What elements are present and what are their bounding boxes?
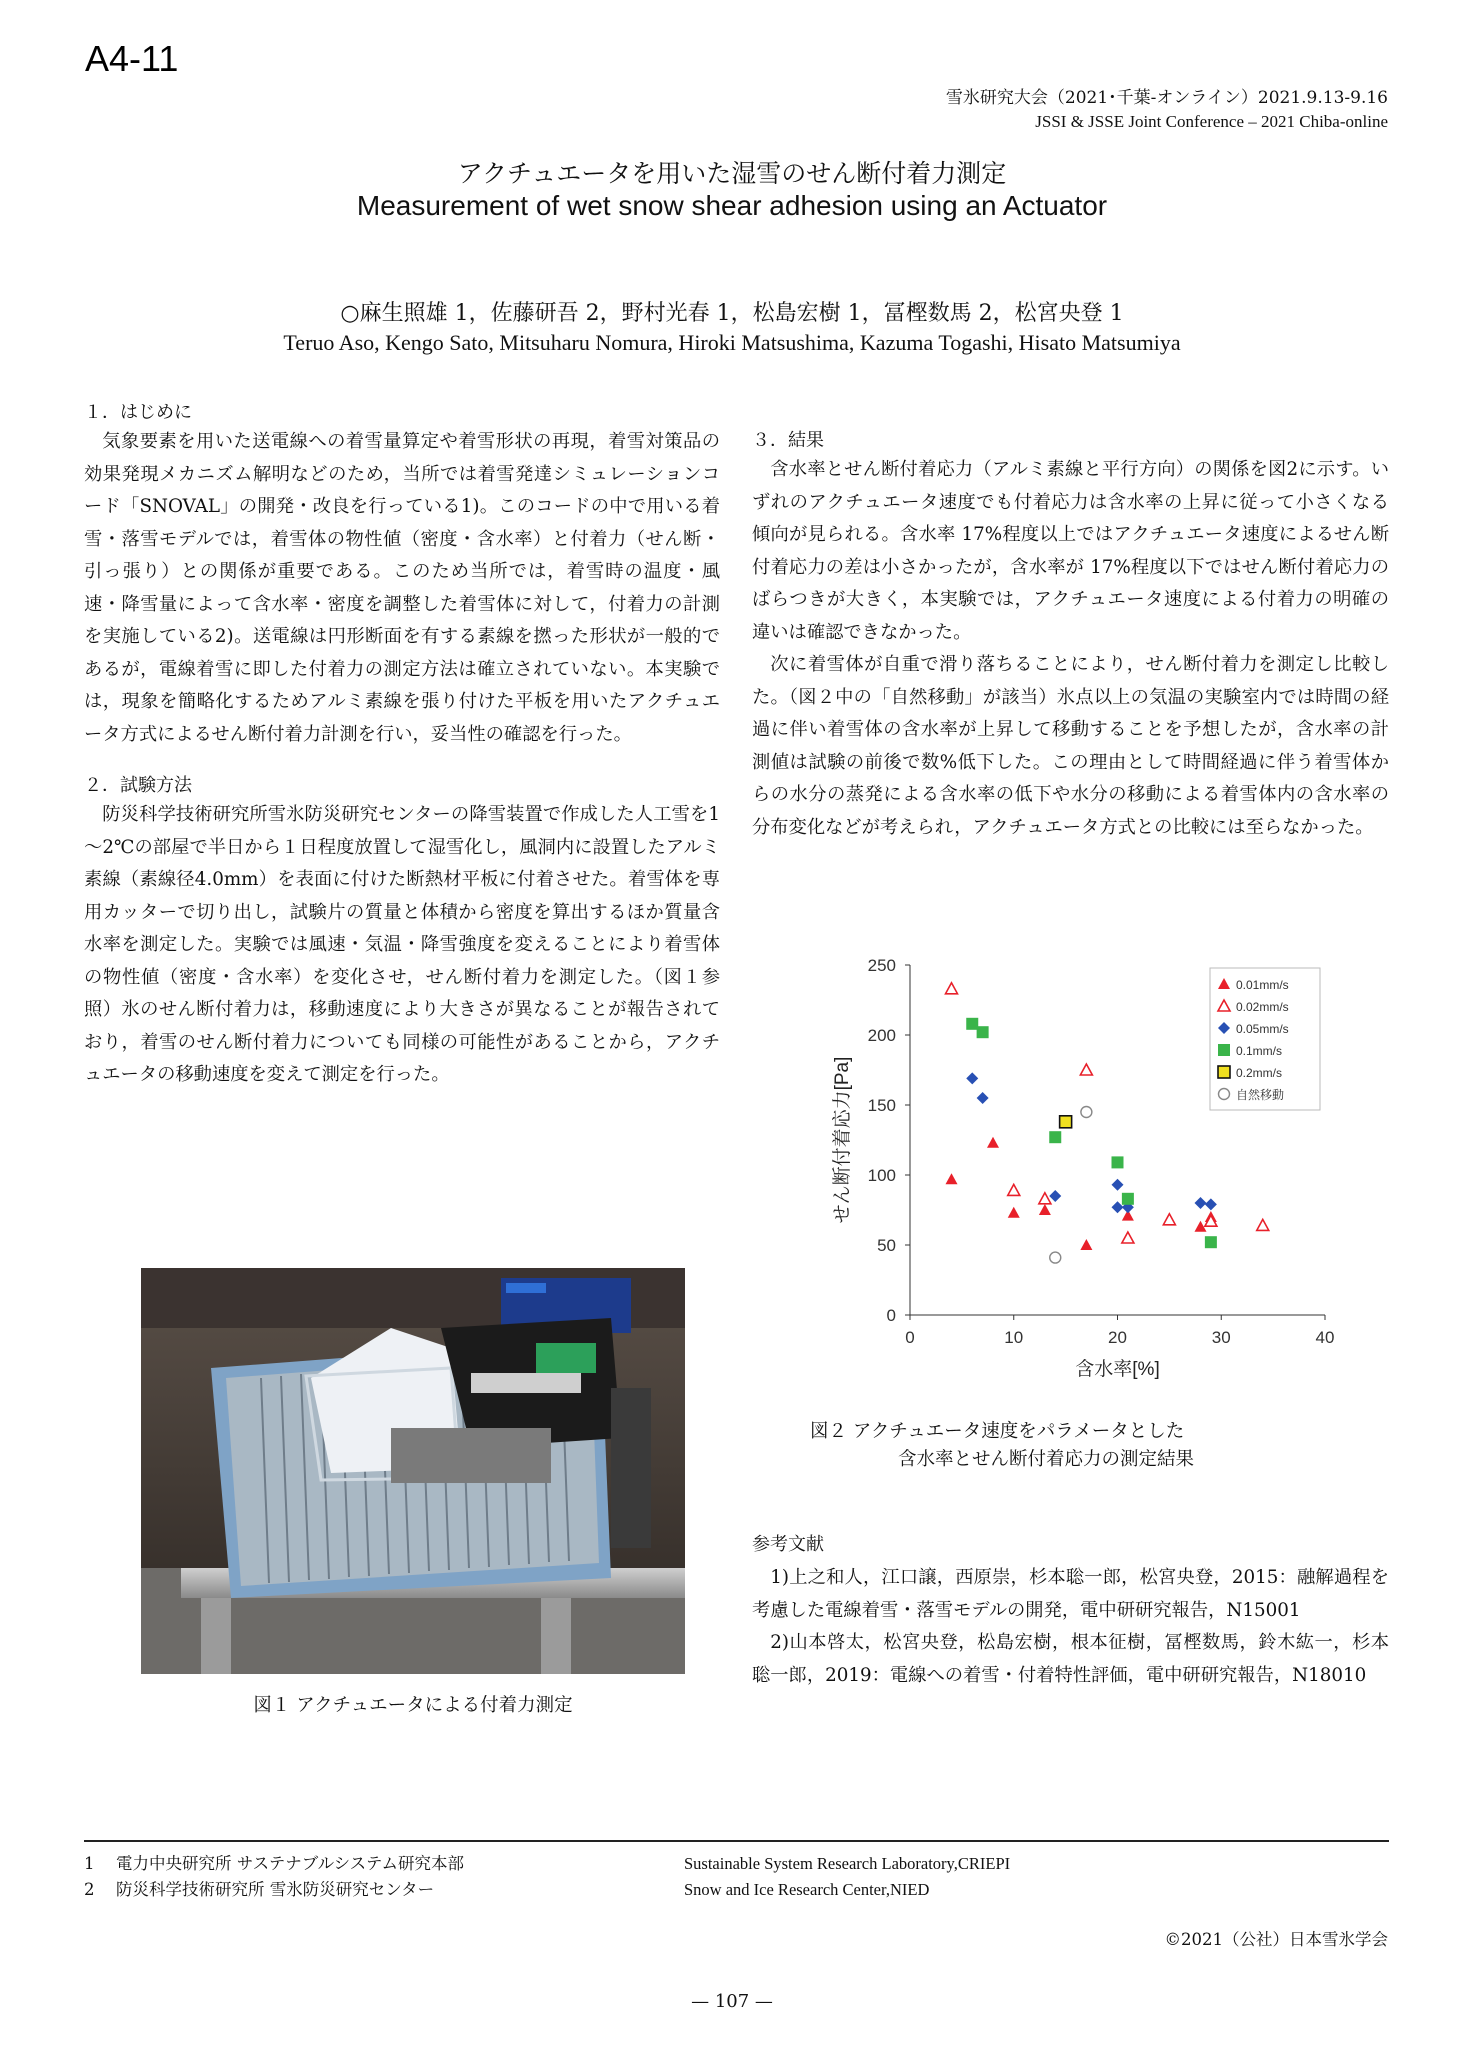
legend-marker <box>1218 1066 1230 1078</box>
results-text-1: 含水率とせん断付着応力（アルミ素線と平行方向）の関係を図2に示す。いずれのアクチュエータ速度でも付着応力は含水率の上昇に従って小さくなる傾向が見られる。含水率 17%程度以上ではアクチュエータ速度によるせん断付着応力の差は小さかったが，含水率が 17%程度以下ではせん断付着応力のばらつきが大きく，本実験では，アクチュエータ速度による付着力の明確の違いは確認できなかった。 <box>752 459 1389 643</box>
data-point <box>946 1173 958 1184</box>
x-tick-label: 20 <box>1108 1328 1127 1347</box>
page-number: — 107 — <box>691 1991 773 2012</box>
scatter-chart <box>810 950 1350 1390</box>
footnote-2-num: 2 <box>84 1880 95 1899</box>
data-point <box>1112 1201 1124 1213</box>
footnote-1-num: 1 <box>84 1854 95 1873</box>
legend-label: 自然移動 <box>1236 1088 1285 1102</box>
y-tick-label: 50 <box>877 1236 896 1255</box>
reference-2: 2)山本啓太，松宮央登，松島宏樹，根本征樹，冨樫数馬，鈴木紘一，杉本聡一郎，2019：電線への着雪・付着特性評価，電中研研究報告，N18010 <box>752 1632 1389 1686</box>
footnote-2-en: Snow and Ice Research Center,NIED <box>684 1880 930 1899</box>
legend-label: 0.2mm/s <box>1236 1066 1283 1080</box>
data-point <box>1008 1207 1020 1218</box>
data-point <box>1205 1236 1217 1248</box>
figure1-caption: 図１ アクチュエータによる付着力測定 <box>253 1695 573 1716</box>
y-tick-label: 100 <box>867 1166 896 1185</box>
intro-text: 気象要素を用いた送電線への着雪量算定や着雪形状の再現，着雪対策品の効果発現メカニズム解明などのため，当所では着雪発達シミュレーションコード「SNOVAL」の開発・改良を行っている1)。このコードの中で用いる着雪・落雪モデルでは，着雪体の物性値（密度・含水率）と付着力（せん断・引っ張り）との関係が重要である。このため当所では，着雪時の温度・風速・降雪量によって含水率・密度を調整した着雪体に対して，付着力の計測を実施している2)。送電線は円形断面を有する素線を撚った形状が一般的であるが，電線着雪に即した付着力の測定方法は確立されていない。本実験では，現象を簡略化するためアルミ素線を張り付けた平板を用いたアクチュエータ方式によるせん断付着力計測を行い，妥当性の確認を行った。 <box>84 431 720 745</box>
method-text: 防災科学技術研究所雪氷防災研究センターの降雪装置で作成した人工雪を1～2℃の部屋で半日から１日程度放置して湿雪化し，風洞内に設置したアルミ素線（素線径4.0mm）を表面に付けた断熱材平板に付着させた。着雪体を専用カッターで切り出し，試験片の質量と体積から密度を算出するほか質量含水率を測定した。実験では風速・気温・降雪強度を変えることにより着雪体の物性値（密度・含水率）を変化させ，せん断付着力を測定した。（図１参照）氷のせん断付着力は，移動速度により大きさが異なることが報告されており，着雪のせん断付着力についても同様の可能性があることから，アクチュエータの移動速度を変えて測定を行った。 <box>84 804 720 1085</box>
conference-ja: 雪氷研究大会（2021･千葉-オンライン）2021.9.13-9.16 <box>945 88 1388 108</box>
footnote-1-ja: 電力中央研究所 サステナブルシステム研究本部 <box>116 1854 465 1873</box>
legend-label: 0.1mm/s <box>1236 1044 1283 1058</box>
x-tick-label: 0 <box>905 1328 915 1347</box>
figure2-caption-line2: 含水率とせん断付着応力の測定結果 <box>898 1449 1195 1470</box>
results-text-2: 次に着雪体が自重で滑り落ちることにより，せん断付着力を測定し比較した。（図２中の「自然移動」が該当）氷点以上の気温の実験室内では時間の経過に伴い着雪体の含水率が上昇して移動することを予想したが，含水率の計測値は試験の前後で数%低下した。この理由として時間経過に伴う着雪体からの水分の蒸発による含水率の低下や水分の移動による着雪体内の含水率の分布変化などが考えられ，アクチュエータ方式との比較には至らなかった。 <box>752 654 1389 838</box>
y-tick-label: 250 <box>867 956 896 975</box>
right-column <box>752 428 1389 844</box>
figure2-caption-line1: 図２ アクチュエータ速度をパラメータとした <box>810 1421 1185 1442</box>
actuator-photo-drawing <box>141 1268 685 1674</box>
intro-heading: １．はじめに <box>84 402 192 423</box>
data-point <box>1080 1064 1092 1075</box>
data-point <box>1008 1184 1020 1195</box>
data-point <box>1257 1219 1269 1230</box>
conference-en: JSSI & JSSE Joint Conference – 2021 Chiba-online <box>1035 112 1388 131</box>
data-point <box>1081 1107 1092 1118</box>
data-point <box>1050 1252 1061 1263</box>
x-tick-label: 10 <box>1004 1328 1024 1347</box>
left-column <box>84 400 720 1092</box>
results-heading: ３．結果 <box>752 430 824 451</box>
figure2-caption <box>810 1418 1280 1474</box>
data-point <box>1163 1214 1175 1225</box>
title-ja: アクチュエータを用いた湿雪のせん断付着力測定 <box>457 159 1007 188</box>
figure1-photo <box>141 1268 685 1674</box>
reference-1: 1)上之和人，江口譲，西原崇，杉本聡一郎，松宮央登，2015：融解過程を考慮した電線着雪・落雪モデルの開発，電中研研究報告，N15001 <box>752 1567 1389 1621</box>
y-tick-label: 200 <box>867 1026 896 1045</box>
footnote-divider <box>84 1840 1389 1842</box>
data-point <box>1039 1204 1051 1215</box>
x-axis-label: 含水率[%] <box>1075 1359 1160 1380</box>
data-point <box>1205 1198 1217 1210</box>
data-point <box>977 1026 989 1038</box>
data-point <box>1195 1197 1207 1209</box>
references-heading: 参考文献 <box>752 1534 824 1555</box>
legend-label: 0.05mm/s <box>1236 1022 1289 1036</box>
data-point <box>1049 1190 1061 1202</box>
copyright: ©2021（公社）日本雪氷学会 <box>1164 1930 1388 1949</box>
data-point <box>1080 1239 1092 1250</box>
data-point <box>966 1072 978 1084</box>
title-en: Measurement of wet snow shear adhesion using an Actuator <box>356 190 1108 221</box>
y-tick-label: 0 <box>886 1306 896 1325</box>
footnote-2-ja: 防災科学技術研究所 雪氷防災研究センター <box>116 1880 435 1899</box>
legend-marker <box>1219 1089 1230 1100</box>
legend-label: 0.02mm/s <box>1236 1000 1289 1014</box>
y-tick-label: 150 <box>867 1096 896 1115</box>
data-point <box>1122 1232 1134 1243</box>
method-heading: ２．試験方法 <box>84 775 192 796</box>
figure2-chart <box>810 950 1350 1390</box>
authors-ja: ○麻生照雄 1，佐藤研吾 2，野村光春 1，松島宏樹 1，冨樫数馬 2，松宮央登 1 <box>340 301 1124 326</box>
data-point <box>966 1018 978 1030</box>
legend-label: 0.01mm/s <box>1236 978 1289 992</box>
data-point <box>1112 1179 1124 1191</box>
authors-en: Teruo Aso, Kengo Sato, Mitsuharu Nomura, Hiroki Matsushima, Kazuma Togashi, Hisato Matsumiya <box>283 330 1181 355</box>
footnote-1-en: Sustainable System Research Laboratory,CRIEPI <box>684 1854 1011 1873</box>
data-point <box>946 983 958 994</box>
data-point <box>1112 1156 1124 1168</box>
data-point <box>1122 1193 1134 1205</box>
y-axis-label: せん断付着応力[Pa] <box>832 1056 853 1224</box>
x-tick-label: 40 <box>1315 1328 1335 1347</box>
legend-marker <box>1218 1044 1230 1056</box>
data-point <box>977 1092 989 1104</box>
x-tick-label: 30 <box>1211 1328 1231 1347</box>
references <box>752 1528 1389 1692</box>
paper-id: A4-11 <box>85 38 179 79</box>
data-point <box>987 1137 999 1148</box>
data-point <box>1060 1116 1072 1128</box>
data-point <box>1039 1193 1051 1204</box>
data-point <box>1049 1131 1061 1143</box>
